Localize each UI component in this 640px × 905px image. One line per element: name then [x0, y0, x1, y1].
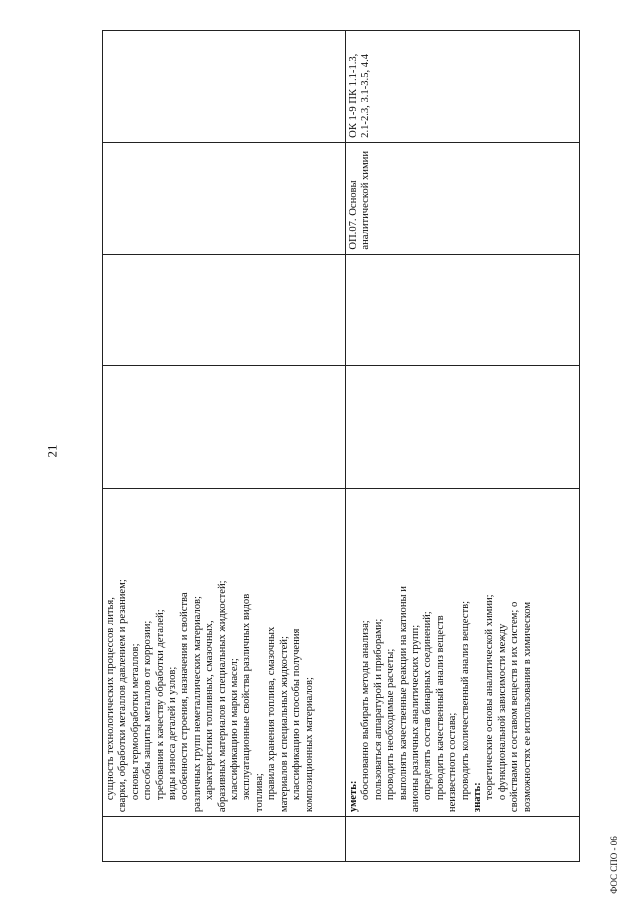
text-line: обоснованно выбирать методы анализа;	[360, 620, 372, 801]
text-line: абразивных материалов и специальных жидкостей;	[216, 580, 228, 813]
text-line: неизвестного состава;	[447, 712, 459, 813]
text-line: правила хранения топлива, смазочных	[266, 626, 278, 801]
text-line: топлива;	[253, 773, 265, 813]
text-line: материалов и специальных жидкостей;	[278, 636, 290, 813]
skills-list	[348, 493, 534, 812]
text-line: способы защиты металлов от коррозии;	[142, 620, 154, 801]
text-line: различных групп неметаллических материалов;	[191, 596, 203, 813]
text-line: проводить качественный анализ веществ	[434, 615, 446, 801]
cell-index	[103, 817, 346, 862]
table-row	[346, 31, 580, 862]
text-line: характеристики топливных, смазочных,	[204, 620, 216, 801]
text-line: сварки, обработки металлов давлением и резанием;	[117, 579, 129, 813]
competency-table	[102, 30, 580, 862]
text-line: возможностях ее использования в химическом	[521, 601, 533, 813]
table-row	[103, 31, 346, 862]
text-line: классификацию и марки масел;	[229, 658, 241, 801]
cell-empty	[103, 254, 346, 366]
rotated-table	[102, 30, 579, 862]
text-line: проводить количественный анализ веществ;	[459, 600, 471, 801]
text-line: анионы различных аналитических групп;	[410, 624, 422, 813]
text-line: эксплуатационные свойства различных видов	[241, 593, 253, 801]
cell-discipline: ОП.07. Основы аналитической химии	[346, 142, 580, 254]
cell-empty	[346, 366, 580, 488]
text-line: требования к качеству обработки деталей;	[154, 609, 166, 801]
text-line: теоретические основы аналитической химии;	[484, 594, 496, 801]
text-line: определять состав бинарных соединений;	[422, 611, 434, 801]
text-line: виды износа деталей и узлов;	[167, 666, 179, 801]
text-line: уметь:	[348, 780, 359, 813]
text-line: классификацию и способы получения	[291, 628, 303, 801]
text-line: сущность технологических процессов литья,	[105, 597, 116, 801]
text-line: композиционных материалов;	[303, 677, 315, 813]
cell-empty	[346, 254, 580, 366]
cell-skills	[346, 488, 580, 816]
text-line: особенности строения, назначения и свойства	[179, 592, 191, 801]
text-line: основы термообработки металлов;	[129, 643, 141, 801]
text-line: свойствами и составом веществ и их систем; о	[509, 601, 521, 813]
text-line: о функциональной зависимости между	[496, 623, 508, 801]
text-line: проводить необходимые расчеты;	[385, 648, 397, 801]
cell-empty	[103, 366, 346, 488]
cell-knowledge	[103, 488, 346, 816]
cell-index	[346, 817, 580, 862]
page-number: 21	[44, 444, 60, 458]
footer-code: ФОС СПО - 06	[608, 836, 619, 894]
text-line: знать:	[472, 782, 484, 813]
knowledge-list	[105, 493, 316, 812]
cell-empty	[103, 142, 346, 254]
cell-empty	[103, 31, 346, 143]
text-line: выполнять качественные реакции на катионы и	[397, 586, 409, 801]
cell-competencies: ОК 1-9 ПК 1.1-1.3, 2.1-2.3, 3.1-3.5, 4.4	[346, 31, 580, 143]
text-line: пользоваться аппаратурой и приборами;	[372, 618, 384, 801]
